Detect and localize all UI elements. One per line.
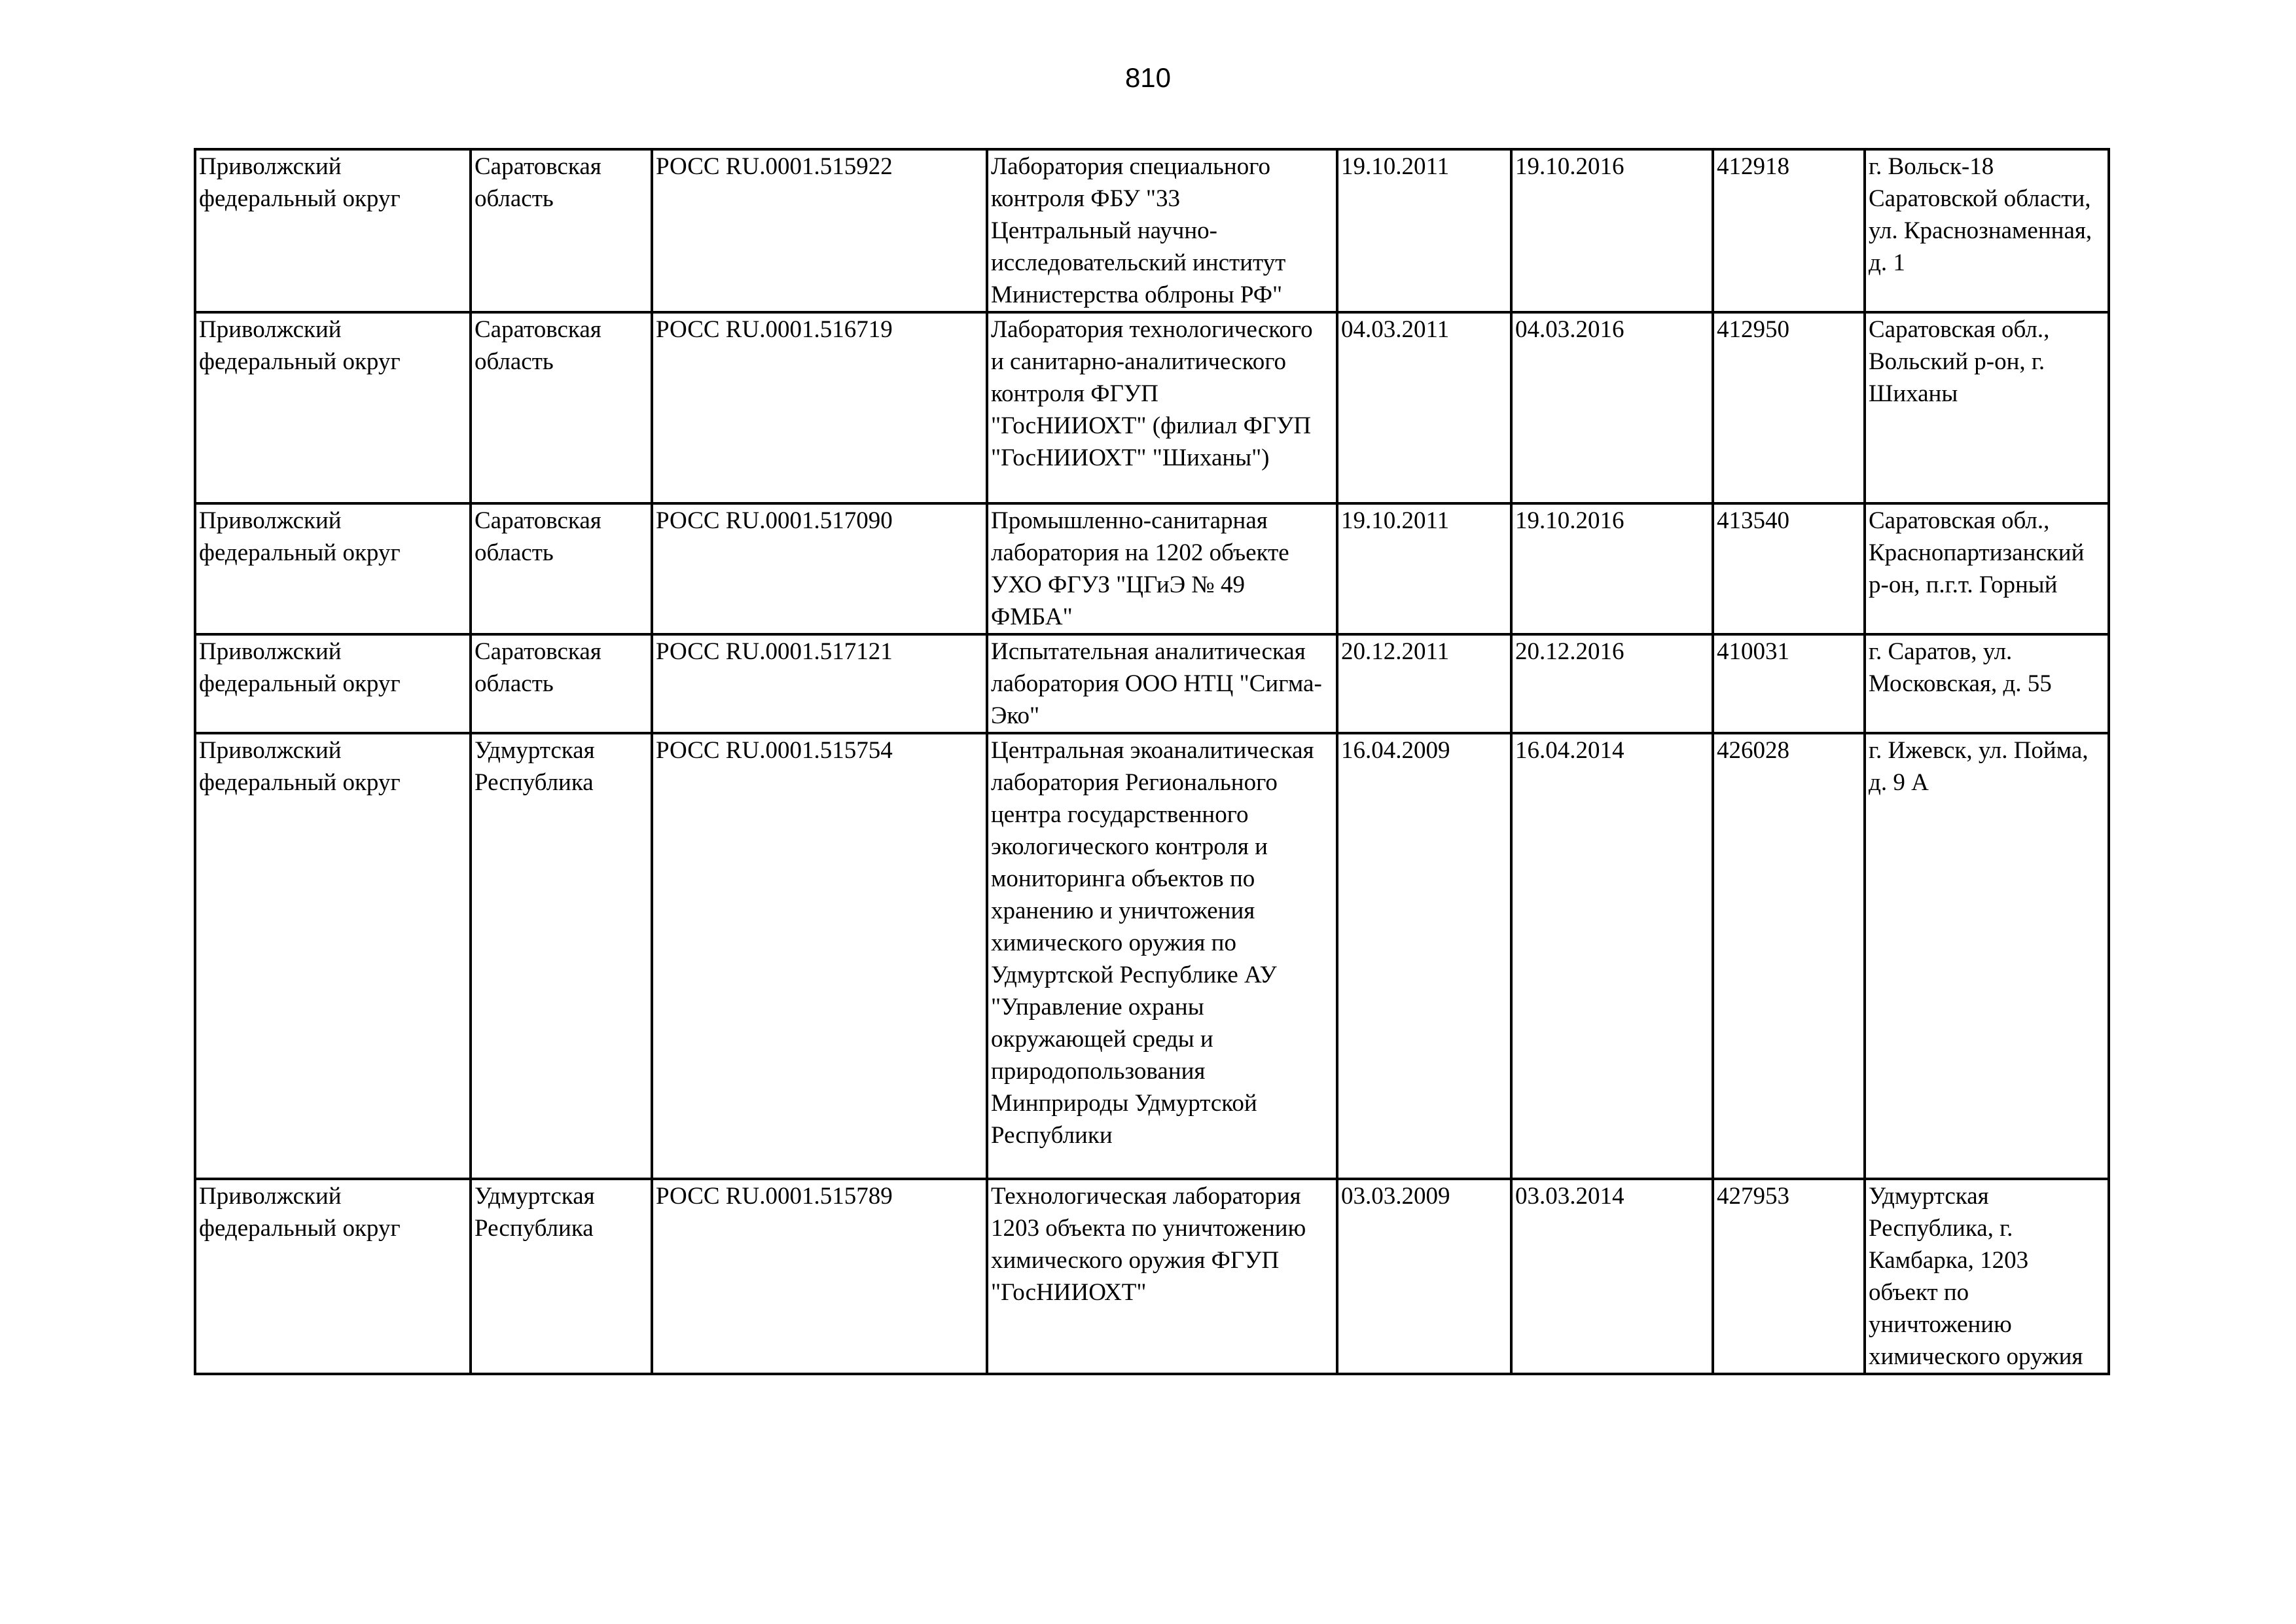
district-cell: Приволжский федеральный округ [195,733,471,1179]
date-to-cell: 20.12.2016 [1511,634,1713,733]
date-to-cell: 04.03.2016 [1511,312,1713,503]
address-cell: г. Саратов, ул. Московская, д. 55 [1865,634,2109,733]
district-cell: Приволжский федеральный округ [195,1179,471,1374]
table-row [195,1179,2109,1374]
date-from-cell: 20.12.2011 [1337,634,1511,733]
date-from-cell: 04.03.2011 [1337,312,1511,503]
reg-number-cell: РОСС RU.0001.517090 [652,503,987,634]
date-to-cell: 19.10.2016 [1511,149,1713,312]
page-number: 810 [1124,62,1172,93]
table-row [195,634,2109,733]
postal-code-cell: 413540 [1713,503,1865,634]
address-cell: Саратовская обл., Краснопартизанский р-он, п.г.т. Горный [1865,503,2109,634]
table-row [195,312,2109,503]
laboratory-registry-table [194,148,2110,1375]
postal-code-cell: 427953 [1713,1179,1865,1374]
reg-number-cell: РОСС RU.0001.515754 [652,733,987,1179]
laboratory-name-cell: Промышленно-санитарная лаборатория на 1202 объекте УХО ФГУЗ "ЦГиЭ № 49 ФМБА" [987,503,1337,634]
region-cell: Саратовская область [471,312,652,503]
date-from-cell: 19.10.2011 [1337,149,1511,312]
laboratory-name-cell: Лаборатория технологического и санитарно-аналитического контроля ФГУП "ГосНИИОХТ" (филиал ФГУП "ГосНИИОХТ" "Шиханы") [987,312,1337,503]
laboratory-name-cell: Лаборатория специального контроля ФБУ "33 Центральный научно- исследовательский институт Министерства облроны РФ" [987,149,1337,312]
date-from-cell: 16.04.2009 [1337,733,1511,1179]
reg-number-cell: РОСС RU.0001.517121 [652,634,987,733]
region-cell: Саратовская область [471,634,652,733]
table-row [195,503,2109,634]
laboratory-name-cell: Центральная экоаналитическая лаборатория Регионального центра государственного экологического контроля и мониторинга объектов по хранению и уничтожения химического оружия по Удмуртской Республике АУ "Управление охраны окружающей среды и природопользования Минприроды Удмуртской Республики [987,733,1337,1179]
date-from-cell: 19.10.2011 [1337,503,1511,634]
date-from-cell: 03.03.2009 [1337,1179,1511,1374]
region-cell: Саратовская область [471,149,652,312]
region-cell: Саратовская область [471,503,652,634]
date-to-cell: 19.10.2016 [1511,503,1713,634]
district-cell: Приволжский федеральный округ [195,312,471,503]
laboratory-name-cell: Испытательная аналитическая лаборатория ООО НТЦ "Сигма- Эко" [987,634,1337,733]
district-cell: Приволжский федеральный округ [195,149,471,312]
district-cell: Приволжский федеральный округ [195,634,471,733]
region-cell: Удмуртская Республика [471,733,652,1179]
table-row [195,733,2109,1179]
postal-code-cell: 412950 [1713,312,1865,503]
date-to-cell: 03.03.2014 [1511,1179,1713,1374]
postal-code-cell: 412918 [1713,149,1865,312]
address-cell: г. Ижевск, ул. Пойма, д. 9 А [1865,733,2109,1179]
reg-number-cell: РОСС RU.0001.516719 [652,312,987,503]
postal-code-cell: 410031 [1713,634,1865,733]
region-cell: Удмуртская Республика [471,1179,652,1374]
address-cell: г. Вольск-18 Саратовской области, ул. Краснознаменная, д. 1 [1865,149,2109,312]
date-to-cell: 16.04.2014 [1511,733,1713,1179]
district-cell: Приволжский федеральный округ [195,503,471,634]
address-cell: Саратовская обл., Вольский р-он, г. Шиханы [1865,312,2109,503]
address-cell: Удмуртская Республика, г. Камбарка, 1203 объект по уничтожению химического оружия [1865,1179,2109,1374]
reg-number-cell: РОСС RU.0001.515922 [652,149,987,312]
postal-code-cell: 426028 [1713,733,1865,1179]
laboratory-name-cell: Технологическая лаборатория 1203 объекта по уничтожению химического оружия ФГУП "ГосНИИОХТ" [987,1179,1337,1374]
table-row [195,149,2109,312]
reg-number-cell: РОСС RU.0001.515789 [652,1179,987,1374]
